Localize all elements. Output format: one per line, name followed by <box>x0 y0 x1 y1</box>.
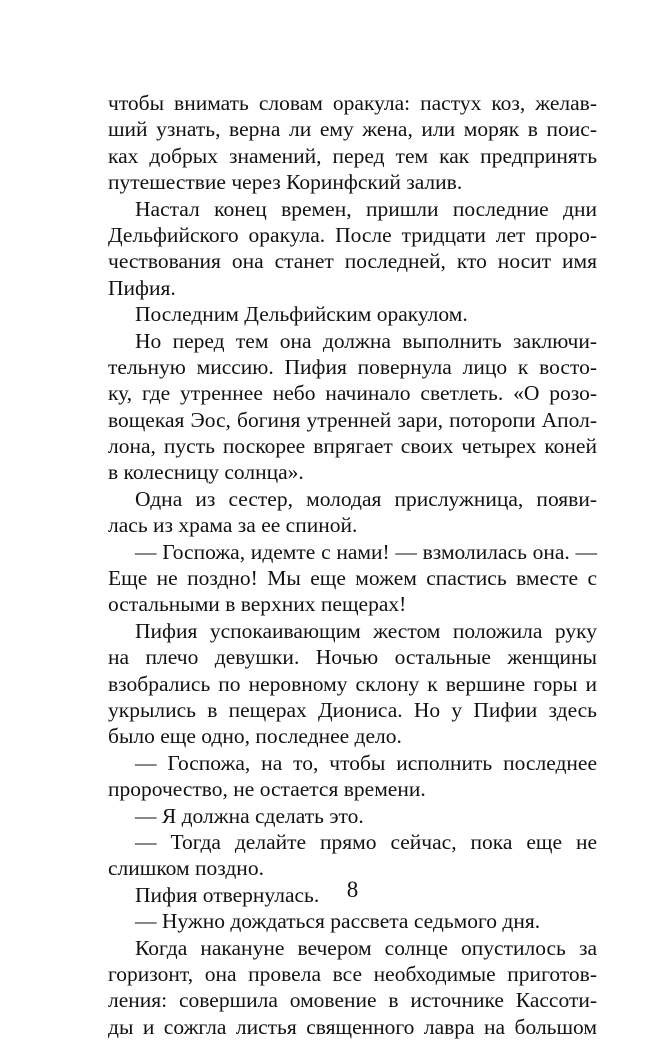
text-line: пророчество, не остается времени. <box>108 777 426 802</box>
text-line: — Тогда делайте прямо сейчас, пока еще не <box>135 829 597 854</box>
text-line: ший узнать, верна ли ему жена, или моряк в поис- <box>108 117 597 142</box>
text-line: ку, где утреннее небо начинало светлеть. «О розо- <box>108 381 597 406</box>
text-line: ды и сожгла листья священного лавра на большом <box>108 1014 597 1039</box>
text-line: Одна из сестер, молодая прислужница, появи- <box>135 486 597 511</box>
text-line: было еще одно, последнее дело. <box>108 724 402 749</box>
text-line: тельную миссию. Пифия повернула лицо к восто- <box>108 354 597 379</box>
text-line: чествования она станет последней, кто носит имя <box>108 249 597 274</box>
text-line: Пифия успокаивающим жестом положила руку <box>135 618 597 643</box>
page-number: 8 <box>346 877 359 902</box>
text-line: Настал конец времен, пришли последние дни <box>135 196 597 221</box>
text-line: — Госпожа, идемте с нами! — взмолилась она. — <box>135 539 597 564</box>
text-line: — Госпожа, на то, чтобы исполнить последнее <box>135 750 597 775</box>
text-line: Еще не поздно! Мы еще можем спастись вместе с <box>108 566 597 591</box>
text-line: лась из храма за ее спиной. <box>108 513 358 538</box>
text-line: Дельфийского оракула. После тридцати лет проро- <box>108 222 597 247</box>
text-line: — Я должна сделать это. <box>135 803 364 828</box>
text-line: — Нужно дождаться рассвета седьмого дня. <box>135 909 541 934</box>
text-line: Пифия. <box>108 275 176 300</box>
text-line: ках добрых знамений, перед тем как предпринять <box>108 143 597 168</box>
text-line: в колесницу солнца». <box>108 460 304 485</box>
text-line: остальными в верхних пещерах! <box>108 592 407 617</box>
text-line: Пифия отвернулась. <box>135 882 320 907</box>
text-line: путешествие через Коринфский залив. <box>108 170 463 195</box>
text-line: Последним Дельфийским оракулом. <box>135 302 468 327</box>
text-line: укрылись в пещерах Диониса. Но у Пифии здесь <box>108 697 597 722</box>
text-line: взобрались по неровному склону к вершине горы и <box>108 671 597 696</box>
text-line: слишком поздно. <box>108 856 264 881</box>
text-line: на плечо девушки. Ночью остальные женщины <box>108 645 597 670</box>
text-line: горизонт, она провела все необходимые приготов- <box>108 961 597 986</box>
text-line: ления: совершила омовение в источнике Кассоти- <box>108 988 597 1013</box>
text-line: чтобы внимать словам оракула: пастух коз, желав- <box>108 91 597 115</box>
text-line: Но перед тем она должна выполнить заключи- <box>135 328 597 353</box>
text-line: лона, пусть поскорее впрягает своих четырех коней <box>108 434 597 459</box>
text-line: вощекая Эос, богиня утренней зари, поторопи Апол- <box>108 407 597 432</box>
text-line: Когда накануне вечером солнце опустилось за <box>135 935 597 960</box>
